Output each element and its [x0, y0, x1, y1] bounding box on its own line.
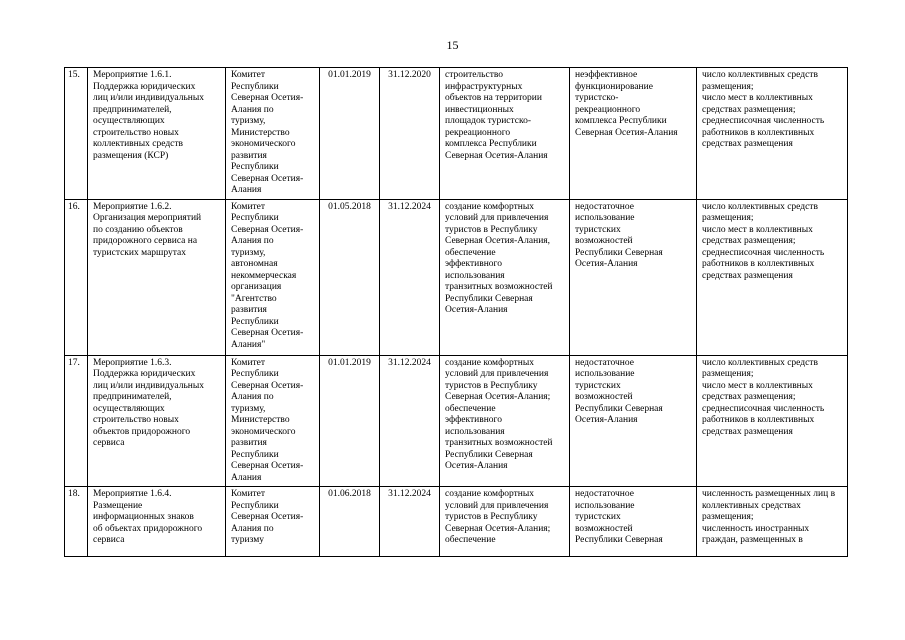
event-name: Мероприятие 1.6.3. Поддержка юридических лиц и/или индивидуальных предпринимателей, осуществляющих строительство новых объектов придорожного сервиса [88, 355, 226, 487]
table-row [65, 487, 848, 557]
related-indicators: численность размещенных лиц в коллективных средствах размещения; численность иностранных граждан, размещенных в [697, 487, 848, 557]
responsible-executor: Комитет Республики Северная Осетия- Алания по туризму, Министерство экономического развития Республики Северная Осетия- Алания [226, 68, 320, 200]
start-date: 01.01.2019 [320, 68, 380, 200]
expected-result: строительство инфраструктурных объектов на территории инвестиционных площадок туристско- рекреационного комплекса Республики Северная Осетия-Алания [440, 68, 570, 200]
non-implementation-consequence: неэффективное функционирование туристско- рекреационного комплекса Республики Северная Осетия-Алания [570, 68, 697, 200]
event-name: Мероприятие 1.6.2. Организация мероприятий по созданию объектов придорожного сервиса на туристских маршрутах [88, 199, 226, 355]
start-date: 01.01.2019 [320, 355, 380, 487]
related-indicators: число коллективных средств размещения; число мест в коллективных средствах размещения; среднесписочная численность работников в коллективных средствах размещения [697, 68, 848, 200]
table-row [65, 355, 848, 487]
table-row [65, 199, 848, 355]
program-activities-table [64, 67, 848, 557]
table-row [65, 68, 848, 200]
event-name: Мероприятие 1.6.1. Поддержка юридических лиц и/или индивидуальных предпринимателей, осуществляющих строительство новых коллективных средств размещения (КСР) [88, 68, 226, 200]
end-date: 31.12.2024 [380, 487, 440, 557]
expected-result: создание комфортных условий для привлечения туристов в Республику Северная Осетия-Алания; обеспечение эффективного использования транзитных возможностей Республики Северная Осетия-Алания [440, 355, 570, 487]
row-number: 15. [65, 68, 88, 200]
non-implementation-consequence: недостаточное использование туристских возможностей Республики Северная [570, 487, 697, 557]
responsible-executor: Комитет Республики Северная Осетия- Алания по туризму, автономная некоммерческая организация "Агентство развития Республики Северная Осетия- Алания" [226, 199, 320, 355]
responsible-executor: Комитет Республики Северная Осетия- Алания по туризму [226, 487, 320, 557]
page-number: 15 [446, 38, 459, 52]
row-number: 18. [65, 487, 88, 557]
related-indicators: число коллективных средств размещения; число мест в коллективных средствах размещения; среднесписочная численность работников в коллективных средствах размещения [697, 355, 848, 487]
end-date: 31.12.2020 [380, 68, 440, 200]
row-number: 16. [65, 199, 88, 355]
expected-result: создание комфортных условий для привлечения туристов в Республику Северная Осетия-Алания, обеспечение эффективного использования транзитных возможностей Республики Северная Осетия-Алания [440, 199, 570, 355]
end-date: 31.12.2024 [380, 355, 440, 487]
non-implementation-consequence: недостаточное использование туристских возможностей Республики Северная Осетия-Алания [570, 199, 697, 355]
related-indicators: число коллективных средств размещения; число мест в коллективных средствах размещения; среднесписочная численность работников в коллективных средствах размещения [697, 199, 848, 355]
start-date: 01.06.2018 [320, 487, 380, 557]
event-name: Мероприятие 1.6.4. Размещение информационных знаков об объектах придорожного сервиса [88, 487, 226, 557]
row-number: 17. [65, 355, 88, 487]
non-implementation-consequence: недостаточное использование туристских возможностей Республики Северная Осетия-Алания [570, 355, 697, 487]
expected-result: создание комфортных условий для привлечения туристов в Республику Северная Осетия-Алания; обеспечение [440, 487, 570, 557]
end-date: 31.12.2024 [380, 199, 440, 355]
responsible-executor: Комитет Республики Северная Осетия- Алания по туризму, Министерство экономического развития Республики Северная Осетия- Алания [226, 355, 320, 487]
start-date: 01.05.2018 [320, 199, 380, 355]
